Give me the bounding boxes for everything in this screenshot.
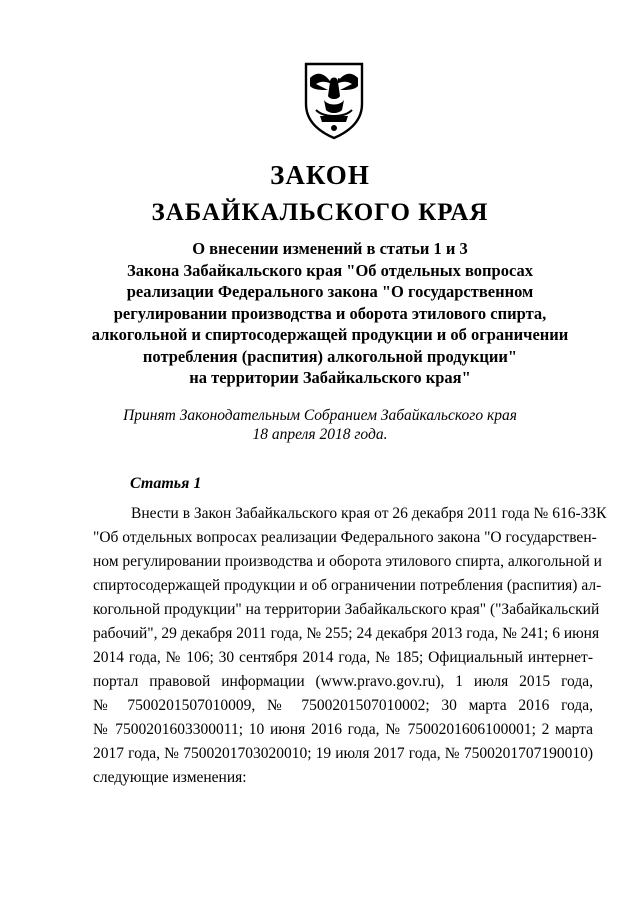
law-subject [80,238,580,389]
article-title: Статья 1 [130,475,202,492]
law-title: ЗАКОН [270,160,370,190]
body-line: портал правовой информации (www.pravo.gov.ru), 1 июля 2015 года, [93,673,593,690]
body-line: 2014 года, № 106; 30 сентября 2014 года, № 185; Официальный интернет- [93,649,593,666]
body-line: № 7500201507010009, № 7500201507010002; 30 марта 2016 года, [93,697,593,714]
law-region-title: ЗАБАЙКАЛЬСКОГО КРАЯ [151,199,489,226]
body-line: когольной продукции" на территории Забайкальского края" ("Забайкальский [93,601,600,618]
subject-line: О внесении изменений в статьи 1 и 3 [192,239,468,258]
subject-line: потребления (распития) алкогольной продукции" [142,346,518,366]
body-line: спиртосодержащей продукции и об ограничении потребления (распития) ал- [93,577,602,594]
coat-of-arms-icon [298,60,370,140]
body-line: 2017 года, № 7500201703020010; 19 июля 2017 года, № 7500201707190010) [93,745,593,762]
subject-line: Закона Забайкальского края "Об отдельных вопросах [127,260,533,280]
subject-line: на территории Забайкальского края" [189,368,471,387]
subject-line: регулировании производства и оборота этилового спирта, [113,303,547,323]
subject-line: алкогольной и спиртосодержащей продукции и об ограничении [91,325,569,344]
body-line: № 7500201603300011; 10 июня 2016 года, № 7500201606100001; 2 марта [93,721,593,738]
body-line: рабочий", 29 декабря 2011 года, № 255; 24 декабря 2013 года, № 241; 6 июня [93,625,600,642]
adoption-line: Принят Законодательным Собранием Забайкальского края [123,407,517,424]
subject-line: реализации Федерального закона "О государственном [126,282,534,301]
article-body [93,502,607,790]
body-line: следующие изменения: [93,769,247,786]
coat-of-arms-emblem [298,60,370,140]
body-line: "Об отдельных вопросах реализации Федерального закона "О государствен- [93,529,597,546]
adoption-date: 18 апреля 2018 года. [252,426,388,443]
body-line: ном регулировании производства и оборота этилового спирта, алкогольной и [93,553,602,570]
adoption-note [0,406,640,444]
body-line: Внести в Закон Забайкальского края от 26 декабря 2011 года № 616-ЗЗК [131,505,607,522]
